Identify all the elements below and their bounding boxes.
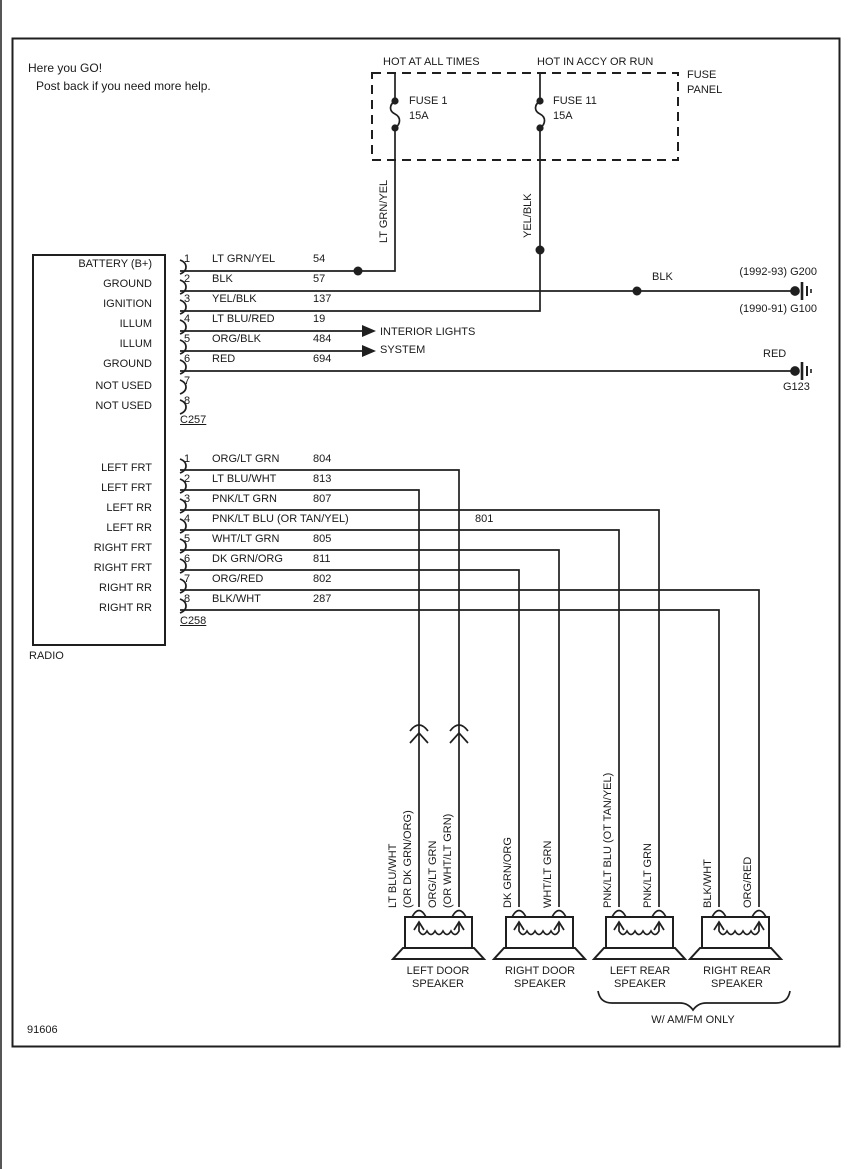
c258-pin-2: 2 [184,473,191,485]
spkwire-5: PNK/LT BLU (OT TAN/YEL) [602,772,614,908]
c257-fn-1: BATTERY (B+) [78,258,152,270]
right-door-speaker-symbol [494,911,585,960]
c257-wire-1: LT GRN/YEL [212,253,276,265]
blk-wire-label: BLK [652,271,673,283]
c258-ckt-8: 287 [313,593,332,605]
c257-ckt-2: 57 [313,273,326,285]
c257-fn-6: GROUND [103,358,152,370]
hot-in-accy-label: HOT IN ACCY OR RUN [537,56,654,68]
c258-ckt-5: 805 [313,533,332,545]
c258-ckt-2: 813 [313,473,332,485]
amfm-brace [598,991,790,1010]
wire-yel-blk [180,128,540,311]
fuse11-rating: 15A [553,110,573,122]
fuse-panel-title-1: FUSE [687,69,717,81]
spkwire-3: DK GRN/ORG [502,837,514,908]
doc-number: 91606 [27,1024,58,1036]
c258-wire-4: PNK/LT BLU (OR TAN/YEL) [212,513,349,525]
junction-dots [354,97,642,295]
c257-pin-7: 7 [184,375,191,387]
c258-wire-5: WHT/LT GRN [212,533,280,545]
c257-wire-2: BLK [212,273,233,285]
c257-wire-6: RED [212,353,236,365]
note-line-1: Here you GO! [28,61,103,75]
c257-pin-1: 1 [184,253,191,265]
c257-pin-2: 2 [184,273,191,285]
c257-wire-5: ORG/BLK [212,333,261,345]
amfm-note: W/ AM/FM ONLY [651,1014,735,1026]
interior-lights-label-1: INTERIOR LIGHTS [380,326,476,338]
fuse1-wire-label: LT GRN/YEL [378,179,390,243]
left-door-speaker-label-1: LEFT DOOR [406,965,470,977]
c257-ckt-5: 484 [313,333,332,345]
spkwire-6: PNK/LT GRN [642,843,654,908]
spkwire-2a: ORG/LT GRN [427,840,439,908]
c257-ckt-6: 694 [313,353,332,365]
note-line-2: Post back if you need more help. [36,79,211,93]
fuse11-symbol [536,101,545,128]
fuse1-symbol [391,101,400,128]
c257-fn-4: ILLUM [119,318,152,330]
spkwire-8: ORG/RED [742,856,754,908]
interior-lights-arrows [362,325,376,357]
c258-pin-3: 3 [184,493,191,505]
wire-lt-grn-yel [180,128,395,271]
fuse11-name: FUSE 11 [553,95,597,107]
spkwire-4: WHT/LT GRN [542,840,554,908]
c257-pin-6: 6 [184,353,191,365]
c258-pin-7: 7 [184,573,191,585]
c258-wire-1: ORG/LT GRN [212,453,280,465]
left-rear-speaker-label-1: LEFT REAR [609,965,671,977]
wire-dk-grn-org [180,570,519,907]
c258-pin-1: 1 [184,453,191,465]
g123-label: G123 [783,381,810,393]
c257-fn-3: IGNITION [103,298,152,310]
right-rear-speaker-label-1: RIGHT REAR [703,965,771,977]
c258-fn-2: LEFT FRT [101,482,152,494]
c258-fn-5: RIGHT FRT [93,542,152,554]
c258-wire-2: LT BLU/WHT [212,473,277,485]
spkwire-2b: (OR WHT/LT GRN) [442,813,454,908]
left-door-speaker-label-2: SPEAKER [412,978,464,990]
fuse-panel-title-2: PANEL [687,84,723,96]
c258-fn-6: RIGHT FRT [93,562,152,574]
c258-wire-8: BLK/WHT [212,593,261,605]
c257-pin-4: 4 [184,313,191,325]
c258-wire-7: ORG/RED [212,573,264,585]
ground-symbol-g123 [791,362,811,380]
interior-lights-label-2: SYSTEM [380,344,426,356]
c258-connector-name: C258 [180,615,207,627]
c257-wire-3: YEL/BLK [212,293,257,305]
c257-ckt-1: 54 [313,253,326,265]
right-rear-speaker-label-2: SPEAKER [711,978,763,990]
c257-fn-2: GROUND [103,278,152,290]
red-wire-label: RED [763,348,787,360]
c257-fn-7: NOT USED [95,380,152,392]
fuse1-name: FUSE 1 [409,95,448,107]
c258-wire-6: DK GRN/ORG [212,553,283,565]
c258-wire-3: PNK/LT GRN [212,493,277,505]
c257-pin-8: 8 [184,395,191,407]
fuse1-rating: 15A [409,110,429,122]
c257-pin-5: 5 [184,333,191,345]
c258-fn-3: LEFT RR [106,502,152,514]
wire-org-red [180,590,759,907]
right-rear-speaker-symbol [690,911,781,960]
c258-pin-4: 4 [184,513,191,525]
c258-fn-4: LEFT RR [106,522,152,534]
c258-fn-1: LEFT FRT [101,462,152,474]
c258-pin-8: 8 [184,593,191,605]
c257-ckt-3: 137 [313,293,332,305]
c258-pin-6: 6 [184,553,191,565]
fuse11-wire-label: YEL/BLK [522,193,534,238]
left-rear-speaker-symbol [594,911,685,960]
c257-fn-8: NOT USED [95,400,152,412]
c258-ckt-7: 802 [313,573,332,585]
c257-wire-4: LT BLU/RED [212,313,275,325]
ground-symbol-g200 [791,282,811,300]
spkwire-7: BLK/WHT [702,859,714,908]
c258-ckt-3: 807 [313,493,332,505]
radio-label: RADIO [29,650,64,662]
c258-ckt-6: 811 [313,553,331,565]
g100-label: (1990-91) G100 [739,303,817,315]
g200-label: (1992-93) G200 [739,266,817,278]
c258-ckt-4: 801 [475,513,494,525]
hot-at-all-times-label: HOT AT ALL TIMES [383,56,480,68]
c257-ckt-4: 19 [313,313,326,325]
c258-ckt-1: 804 [313,453,332,465]
right-door-speaker-label-2: SPEAKER [514,978,566,990]
c257-pin-3: 3 [184,293,191,305]
c257-connector-name: C257 [180,414,207,426]
c258-fn-7: RIGHT RR [99,582,152,594]
left-rear-speaker-label-2: SPEAKER [614,978,666,990]
c257-fn-5: ILLUM [119,338,152,350]
left-door-speaker-symbol [393,911,484,960]
c258-pin-5: 5 [184,533,191,545]
c258-fn-8: RIGHT RR [99,602,152,614]
spkwire-1b: (OR DK GRN/ORG) [402,810,414,908]
right-door-speaker-label-1: RIGHT DOOR [504,965,576,977]
spkwire-1a: LT BLU/WHT [387,843,399,908]
